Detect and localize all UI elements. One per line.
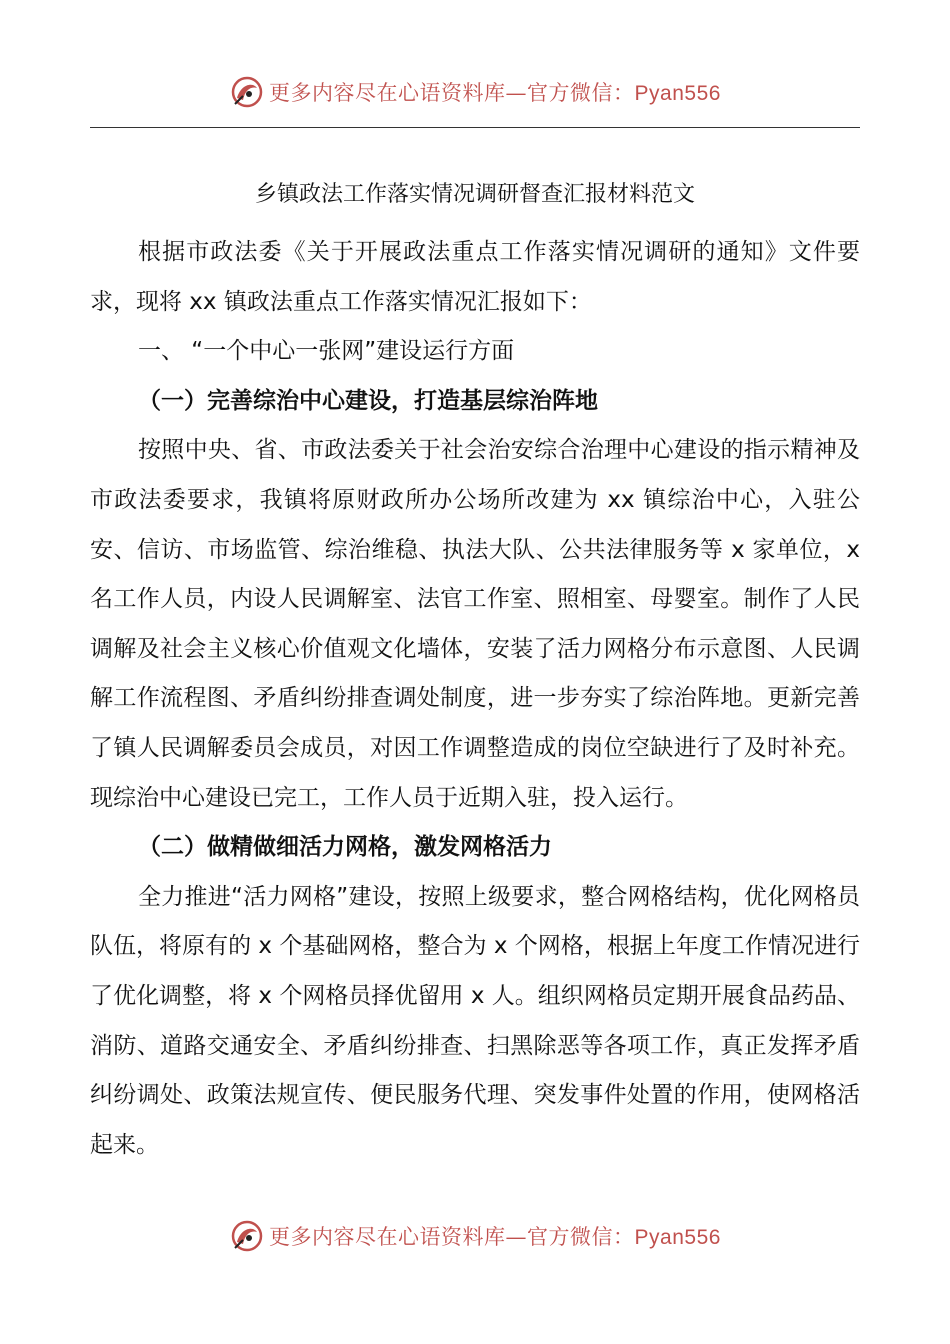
intro-paragraph: 根据市政法委《关于开展政法重点工作落实情况调研的通知》文件要求，现将 xx 镇政法重点工作落实情况汇报如下： — [90, 239, 860, 315]
watermark-brand-text: 更多内容尽在心语资料库—官方微信： — [269, 81, 635, 105]
body-paragraph: 全力推进“活力网格”建设，按照上级要求，整合网格结构，优化网格员队伍，将原有的 x 个基础网格，整合为 x 个网格，根据上年度工作情况进行了优化调整，将 x 个网格员择优留用 x 人。组织网格员定期开展食品药品、消防、道路交通安全、矛盾纠纷排查、扫黑除恶等各项工作，真正发挥矛盾纠纷调处、政策法规宣传、便民服务代理、突发事件处置的作用，使网格活起来。 — [90, 883, 860, 1158]
subsection-heading: （二）做精做细活力网格，激发网格活力 — [138, 834, 552, 861]
watermark-brand-text: 更多内容尽在心语资料库—官方微信： — [269, 1225, 635, 1249]
document-title: 乡镇政法工作落实情况调研督查汇报材料范文 — [254, 182, 695, 207]
body-paragraph: 按照中央、省、市政法委关于社会治安综合治理中心建设的指示精神及市政法委要求，我镇将原财政所办公场所改建为 xx 镇综治中心，入驻公安、信访、市场监管、综治维稳、执法大队、公共法律服务等 x 家单位，x 名工作人员，内设人民调解室、法官工作室、照相室、母婴室。制作了人民调解及社会主义核心价值观文化墙体，安装了活力网格分布示意图、人民调解工作流程图、矛盾纠纷排查调处制度，进一步夯实了综治阵地。更新完善了镇人民调解委员会成员，对因工作调整造成的岗位空缺进行了及时补充。现综治中心建设已完工，工作人员于近期入驻，投入运行。 — [90, 437, 860, 811]
header-watermark — [0, 72, 950, 112]
footer-watermark — [0, 1216, 950, 1256]
swirl-logo-icon — [229, 74, 265, 110]
document-body — [90, 170, 860, 1170]
section-heading: 一、 “一个中心一张网”建设运行方面 — [138, 338, 515, 365]
watermark-account: Pyan556 — [634, 1226, 721, 1249]
swirl-logo-icon — [229, 1218, 265, 1254]
subsection-heading: （一）完善综治中心建设，打造基层综治阵地 — [138, 387, 598, 414]
header-divider — [90, 127, 860, 128]
watermark-account: Pyan556 — [634, 82, 721, 105]
